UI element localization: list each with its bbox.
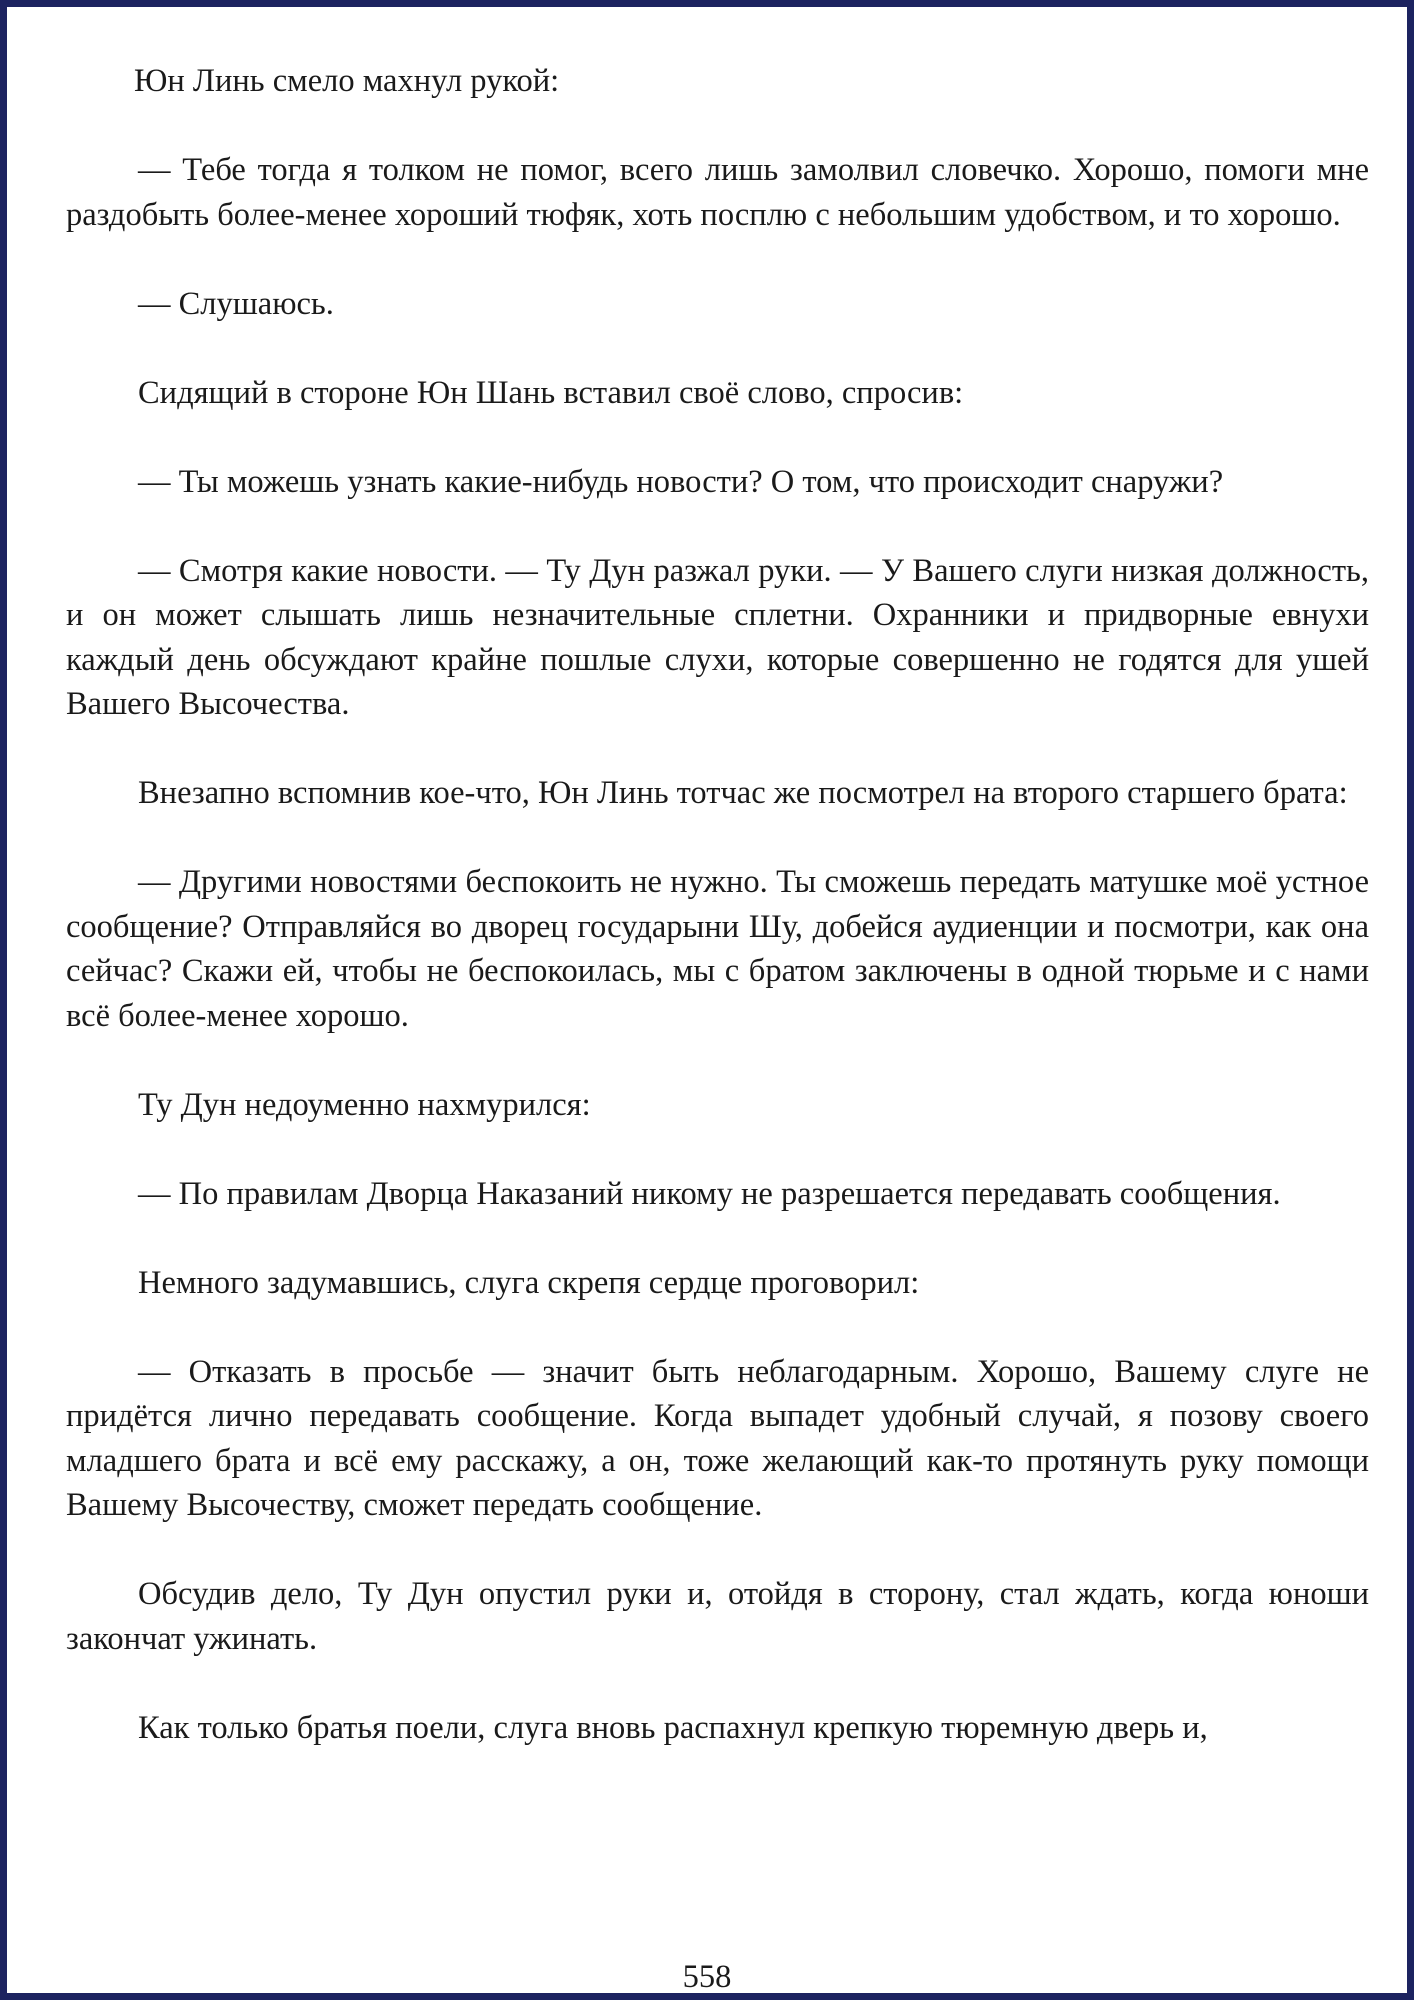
page-number: 558 (682, 1959, 732, 1995)
paragraph-2: — Тебе тогда я толком не помог, всего лишь замолвил словечко. Хорошо, помоги мне раздобыть более-менее хороший тюфяк, хоть посплю с небольшим удобством, и то хорошо. (66, 152, 1369, 233)
paragraph-8: — Другими новостями беспокоить не нужно. Ты сможешь передать матушке моё устное сообщение? Отправляйся во дворец государыни Шу, добейся аудиенции и посмотри, как она сейчас? Скажи ей, чтобы не беспокоилась, мы с братом заключены в одной тюрьме и с нами всё более-менее хорошо. (66, 864, 1369, 1034)
paragraph-11: Немного задумавшись, слуга скрепя сердце проговорил: (138, 1264, 920, 1301)
page-text (66, 59, 1369, 1795)
paragraph-12: — Отказать в просьбе — значит быть неблагодарным. Хорошо, Вашему слуге не придётся лично передавать сообщение. Когда выпадет удобный случай, я позову своего младшего брата и всё ему расскажу, а он, тоже желающий как-то протянуть руку помощи Вашему Высочеству, сможет передать сообщение. (66, 1353, 1369, 1523)
paragraph-9: Ту Дун недоуменно нахмурился: (138, 1086, 591, 1123)
paragraph-1: Юн Линь смело махнул рукой: (134, 63, 560, 99)
paragraph-13: Обсудив дело, Ту Дун опустил руки и, отойдя в сторону, стал ждать, когда юноши закончат ужинать. (66, 1576, 1369, 1657)
paragraph-4: Сидящий в стороне Юн Шань вставил своё слово, спросив: (138, 374, 964, 411)
paragraph-3: — Слушаюсь. (138, 285, 334, 322)
paragraph-5: — Ты можешь узнать какие-нибудь новости? О том, что происходит снаружи? (138, 463, 1224, 500)
paragraph-6: — Смотря какие новости. — Ту Дун разжал руки. — У Вашего слуги низкая должность, и он может слышать лишь незначительные сплетни. Охранники и придворные евнухи каждый день обсуждают крайне пошлые слухи, которые совершенно не годятся для ушей Вашего Высочества. (66, 552, 1369, 722)
paragraph-10: — По правилам Дворца Наказаний никому не разрешается передавать сообщения. (138, 1175, 1281, 1212)
paragraph-7: Внезапно вспомнив кое-что, Юн Линь тотчас же посмотрел на второго старшего брата: (138, 775, 1348, 811)
paragraph-14: Как только братья поели, слуга вновь распахнул крепкую тюремную дверь и, (138, 1709, 1208, 1746)
